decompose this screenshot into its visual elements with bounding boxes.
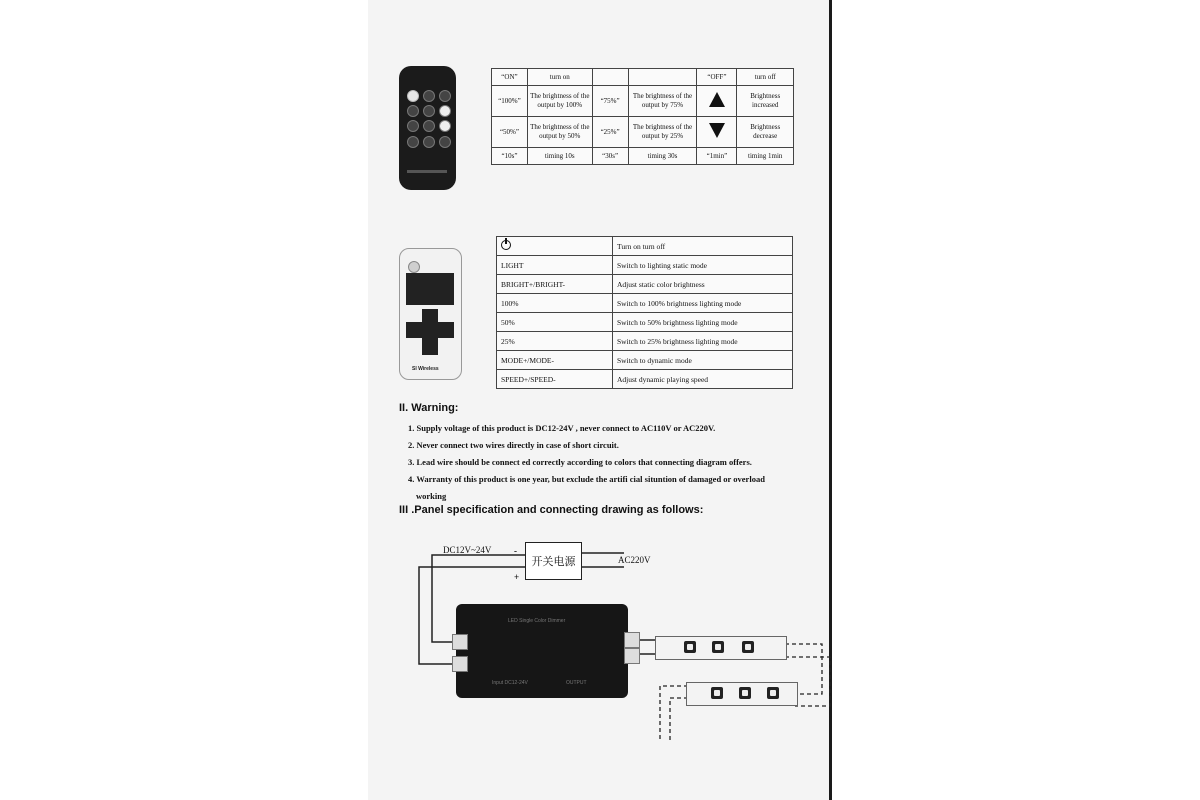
table-cell: “1min” bbox=[697, 148, 737, 165]
led-chip bbox=[712, 641, 724, 653]
table-cell: “10s” bbox=[492, 148, 528, 165]
output-label: OUTPUT bbox=[566, 680, 587, 686]
table-cell: “30s” bbox=[592, 148, 628, 165]
warning-item: 3. Lead wire should be connect ed correctly according to colors that connecting diagram offers. bbox=[408, 457, 752, 467]
warning-item-continued: working bbox=[416, 491, 447, 501]
table-cell: “OFF” bbox=[697, 69, 737, 86]
table-cell: “50%” bbox=[492, 117, 528, 148]
output-terminal bbox=[624, 648, 640, 664]
table-cell: “100%” bbox=[492, 86, 528, 117]
warning-item: 2. Never connect two wires directly in case of short circuit. bbox=[408, 440, 619, 450]
minus-label: - bbox=[514, 546, 517, 556]
wire-continuation bbox=[660, 686, 688, 740]
led-chip bbox=[742, 641, 754, 653]
table-cell: “75%” bbox=[592, 86, 628, 117]
table-cell: 50% bbox=[497, 313, 613, 332]
table-cell: timing 1min bbox=[737, 148, 794, 165]
table-cell: turn off bbox=[737, 69, 794, 86]
table-cell: turn on bbox=[527, 69, 592, 86]
table-cell: timing 10s bbox=[527, 148, 592, 165]
table-cell: The brightness of the output by 100% bbox=[527, 86, 592, 117]
ac-voltage-label: AC220V bbox=[618, 555, 651, 565]
table-cell: Adjust static color brightness bbox=[613, 275, 793, 294]
led-chip bbox=[739, 687, 751, 699]
warning-item: 4. Warranty of this product is one year, but exclude the artifi cial situntion of damaged or overload bbox=[408, 474, 765, 484]
table-cell: Switch to 100% brightness lighting mode bbox=[613, 294, 793, 313]
table-cell: MODE+/MODE- bbox=[497, 351, 613, 370]
table-cell: Brightness increased bbox=[737, 86, 794, 117]
input-terminal bbox=[452, 656, 468, 672]
table-cell: timing 30s bbox=[628, 148, 697, 165]
warning-item: 1. Supply voltage of this product is DC12-24V , never connect to AC110V or AC220V. bbox=[408, 423, 716, 433]
input-label: Input DC12-24V bbox=[492, 680, 528, 686]
table-cell: Switch to 25% brightness lighting mode bbox=[613, 332, 793, 351]
remote-brand-label: SI Wireless bbox=[412, 366, 439, 372]
table-cell: LIGHT bbox=[497, 256, 613, 275]
led-chip bbox=[767, 687, 779, 699]
table-cell: Brightness decrease bbox=[737, 117, 794, 148]
led-strip bbox=[655, 636, 787, 660]
table-cell: SPEED+/SPEED- bbox=[497, 370, 613, 389]
table-cell: 100% bbox=[497, 294, 613, 313]
table-cell: The brightness of the output by 50% bbox=[527, 117, 592, 148]
controller-title: LED Single Color Dimmer bbox=[508, 618, 566, 624]
table-cell: The brightness of the output by 75% bbox=[628, 86, 697, 117]
table-cell: Switch to dynamic mode bbox=[613, 351, 793, 370]
table-cell: Switch to 50% brightness lighting mode bbox=[613, 313, 793, 332]
table-cell: Switch to lighting static mode bbox=[613, 256, 793, 275]
output-terminal bbox=[624, 632, 640, 648]
plus-label: + bbox=[514, 572, 520, 582]
led-strip bbox=[686, 682, 798, 706]
warning-heading: II. Warning: bbox=[399, 402, 459, 414]
led-chip bbox=[711, 687, 723, 699]
dc-voltage-label: DC12V~24V bbox=[443, 545, 492, 555]
table-cell: The brightness of the output by 25% bbox=[628, 117, 697, 148]
table-cell: “ON” bbox=[492, 69, 528, 86]
panel-heading: III .Panel specification and connecting drawing as follows: bbox=[399, 504, 704, 516]
input-terminal bbox=[452, 634, 468, 650]
table-cell: Turn on turn off bbox=[613, 237, 793, 256]
switching-power-supply: 开关电源 bbox=[525, 542, 582, 580]
table-cell: Adjust dynamic playing speed bbox=[613, 370, 793, 389]
table-cell: “25%” bbox=[592, 117, 628, 148]
led-chip bbox=[684, 641, 696, 653]
table-cell: BRIGHT+/BRIGHT- bbox=[497, 275, 613, 294]
table-cell: 25% bbox=[497, 332, 613, 351]
led-dimmer-controller bbox=[456, 604, 628, 698]
